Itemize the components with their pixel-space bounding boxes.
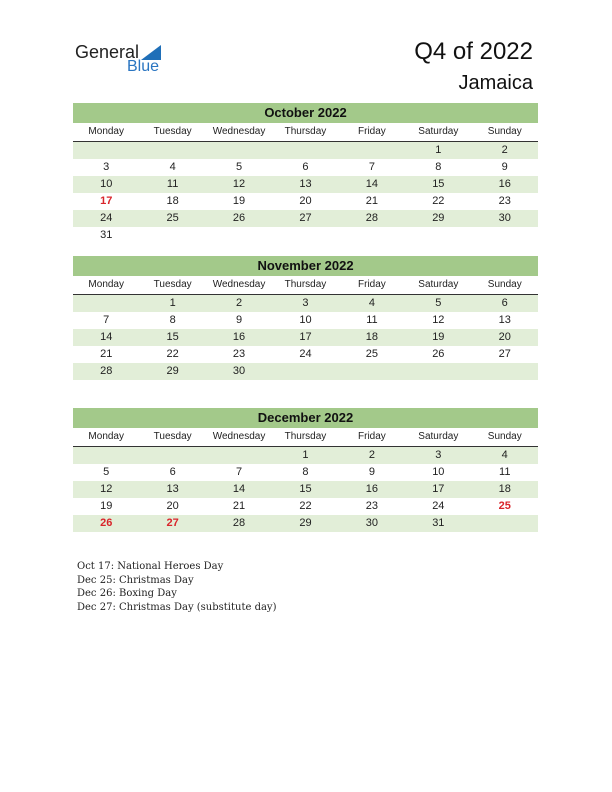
week-row [73, 346, 538, 363]
day-cell [206, 447, 272, 464]
holiday-note: Oct 17: National Heroes Day [77, 561, 224, 572]
day-cell: 19 [432, 331, 445, 343]
day-cell: 8 [435, 161, 442, 173]
country-name: Jamaica [458, 72, 533, 94]
weekday-label: Saturday [418, 431, 459, 442]
month-title: November 2022 [73, 256, 538, 276]
logo-word-blue: Blue [127, 58, 160, 75]
week-row [73, 193, 538, 210]
week-row [73, 329, 538, 346]
day-cell: 16 [498, 178, 511, 190]
day-cell: 5 [235, 161, 243, 173]
day-cell [272, 363, 338, 380]
week-row [73, 363, 538, 380]
day-cell: 22 [166, 348, 179, 360]
weekday-header [73, 123, 538, 142]
day-cell: 8 [169, 314, 176, 326]
day-cell: 29 [432, 212, 445, 224]
day-cell: 18 [365, 331, 379, 343]
weekday-label: Tuesday [153, 126, 192, 137]
day-cell: 7 [103, 314, 110, 326]
day-cell: 2 [501, 144, 508, 156]
day-cell: 28 [365, 212, 379, 224]
day-cell: 30 [498, 212, 511, 224]
day-cell: 13 [299, 178, 312, 190]
weekday-label: Thursday [284, 126, 327, 137]
day-cell: 23 [498, 195, 511, 207]
weekday-label: Sunday [487, 431, 522, 442]
day-cell: 19 [232, 195, 246, 207]
week-row [73, 447, 538, 464]
day-cell: 31 [432, 517, 445, 529]
week-row [73, 295, 538, 312]
weekday-label: Friday [358, 279, 386, 290]
week-row [73, 227, 538, 244]
day-cell: 23 [232, 348, 246, 360]
day-cell: 16 [232, 331, 246, 343]
day-cell: 29 [299, 517, 312, 529]
page-title: Q4 of 2022 [414, 38, 533, 65]
day-cell: 3 [302, 297, 309, 309]
day-cell [73, 142, 139, 159]
weekday-header [73, 276, 538, 295]
day-cell: 11 [499, 466, 511, 478]
day-cell [339, 363, 405, 380]
day-cell: 23 [365, 500, 379, 512]
weekday-label: Wednesday [212, 431, 266, 442]
day-cell: 14 [232, 483, 246, 495]
day-cell: 18 [498, 483, 511, 495]
day-cell: 12 [100, 483, 113, 495]
day-cell: 17 [299, 331, 312, 343]
weekday-label: Tuesday [153, 431, 192, 442]
day-cell: 12 [232, 178, 246, 190]
day-cell: 27 [166, 517, 179, 529]
weekday-label: Thursday [284, 279, 327, 290]
weekday-label: Monday [88, 126, 124, 137]
month-title: December 2022 [73, 408, 538, 428]
holiday-note: Dec 25: Christmas Day [77, 574, 194, 586]
day-cell [139, 227, 205, 244]
day-cell: 18 [166, 195, 179, 207]
day-cell: 1 [169, 297, 176, 309]
weekday-label: Wednesday [212, 279, 266, 290]
day-cell [405, 363, 471, 380]
day-cell: 28 [232, 517, 246, 529]
day-cell: 30 [365, 517, 379, 529]
week-row [73, 515, 538, 532]
day-cell: 7 [235, 466, 243, 478]
month-november [73, 256, 538, 380]
day-cell: 25 [166, 212, 179, 224]
day-cell: 1 [302, 449, 309, 461]
day-cell: 28 [100, 365, 113, 377]
day-cell: 20 [299, 195, 312, 207]
day-cell: 2 [235, 297, 243, 309]
holiday-note: Dec 26: Boxing Day [77, 588, 177, 599]
weekday-label: Thursday [284, 431, 327, 442]
day-cell: 3 [103, 161, 110, 173]
day-cell [139, 447, 205, 464]
day-cell: 19 [100, 500, 113, 512]
day-cell: 5 [103, 466, 110, 478]
month-december [73, 408, 538, 532]
weekday-header [73, 428, 538, 447]
day-cell: 12 [432, 314, 445, 326]
day-cell: 8 [302, 466, 309, 478]
day-cell: 2 [368, 449, 375, 461]
day-cell [206, 227, 272, 244]
day-cell: 4 [169, 161, 176, 173]
day-cell: 9 [235, 314, 243, 326]
week-row [73, 210, 538, 227]
day-cell: 15 [432, 178, 445, 190]
day-cell [472, 515, 538, 532]
week-row [73, 142, 538, 159]
day-cell: 26 [432, 348, 445, 360]
day-cell [405, 227, 471, 244]
day-cell: 17 [432, 483, 445, 495]
day-cell [472, 363, 538, 380]
week-row [73, 464, 538, 481]
day-cell: 22 [432, 195, 445, 207]
day-cell: 27 [299, 212, 312, 224]
day-cell: 13 [166, 483, 179, 495]
day-cell: 25 [498, 500, 511, 512]
weekday-label: Monday [88, 431, 124, 442]
weekday-label: Tuesday [153, 279, 192, 290]
month-title: October 2022 [73, 103, 538, 123]
day-cell: 10 [299, 314, 312, 326]
weekday-label: Monday [88, 279, 124, 290]
day-cell [272, 142, 338, 159]
day-cell: 9 [501, 161, 508, 173]
week-row [73, 498, 538, 515]
day-cell [339, 227, 405, 244]
day-cell: 21 [232, 500, 246, 512]
day-cell: 24 [299, 348, 312, 360]
day-cell: 15 [299, 483, 312, 495]
day-cell: 25 [365, 348, 379, 360]
day-cell: 6 [302, 161, 309, 173]
day-cell: 10 [100, 178, 113, 190]
day-cell: 26 [100, 517, 113, 529]
day-cell: 4 [368, 297, 375, 309]
month-october [73, 103, 538, 244]
day-cell: 27 [498, 348, 511, 360]
week-row [73, 159, 538, 176]
day-cell [206, 142, 272, 159]
day-cell: 10 [432, 466, 445, 478]
weekday-label: Saturday [418, 126, 459, 137]
day-cell [272, 227, 338, 244]
day-cell: 6 [501, 297, 508, 309]
day-cell: 31 [100, 229, 113, 241]
day-cell: 6 [169, 466, 176, 478]
day-cell: 13 [498, 314, 511, 326]
day-cell: 30 [232, 365, 246, 377]
day-cell [472, 227, 538, 244]
day-cell: 26 [232, 212, 246, 224]
day-cell: 16 [365, 483, 379, 495]
weekday-label: Sunday [487, 126, 522, 137]
week-row [73, 176, 538, 193]
generalblue-logo [75, 42, 185, 78]
day-cell: 22 [299, 500, 312, 512]
day-cell: 29 [166, 365, 179, 377]
week-row [73, 481, 538, 498]
weekday-label: Sunday [487, 279, 522, 290]
day-cell: 11 [166, 178, 179, 190]
weekday-label: Wednesday [212, 126, 266, 137]
day-cell: 4 [501, 449, 508, 461]
weekday-label: Friday [358, 126, 386, 137]
day-cell: 21 [365, 195, 379, 207]
day-cell: 14 [365, 178, 379, 190]
day-cell: 24 [100, 212, 113, 224]
day-cell: 9 [368, 466, 375, 478]
holiday-notes [77, 560, 276, 614]
day-cell: 5 [435, 297, 442, 309]
day-cell [139, 142, 205, 159]
day-cell [73, 295, 139, 312]
day-cell: 11 [366, 314, 378, 326]
week-row [73, 312, 538, 329]
day-cell [73, 447, 139, 464]
day-cell: 15 [166, 331, 179, 343]
day-cell: 20 [166, 500, 179, 512]
logo-word-general: General [75, 42, 140, 62]
day-cell: 24 [432, 500, 445, 512]
day-cell: 20 [498, 331, 511, 343]
day-cell: 14 [100, 331, 113, 343]
holiday-note: Dec 27: Christmas Day (substitute day) [77, 601, 277, 613]
day-cell: 17 [100, 195, 113, 207]
day-cell: 1 [435, 144, 442, 156]
day-cell: 3 [435, 449, 442, 461]
weekday-label: Friday [358, 431, 386, 442]
day-cell [339, 142, 405, 159]
day-cell: 7 [368, 161, 375, 173]
day-cell: 21 [100, 348, 113, 360]
weekday-label: Saturday [418, 279, 459, 290]
